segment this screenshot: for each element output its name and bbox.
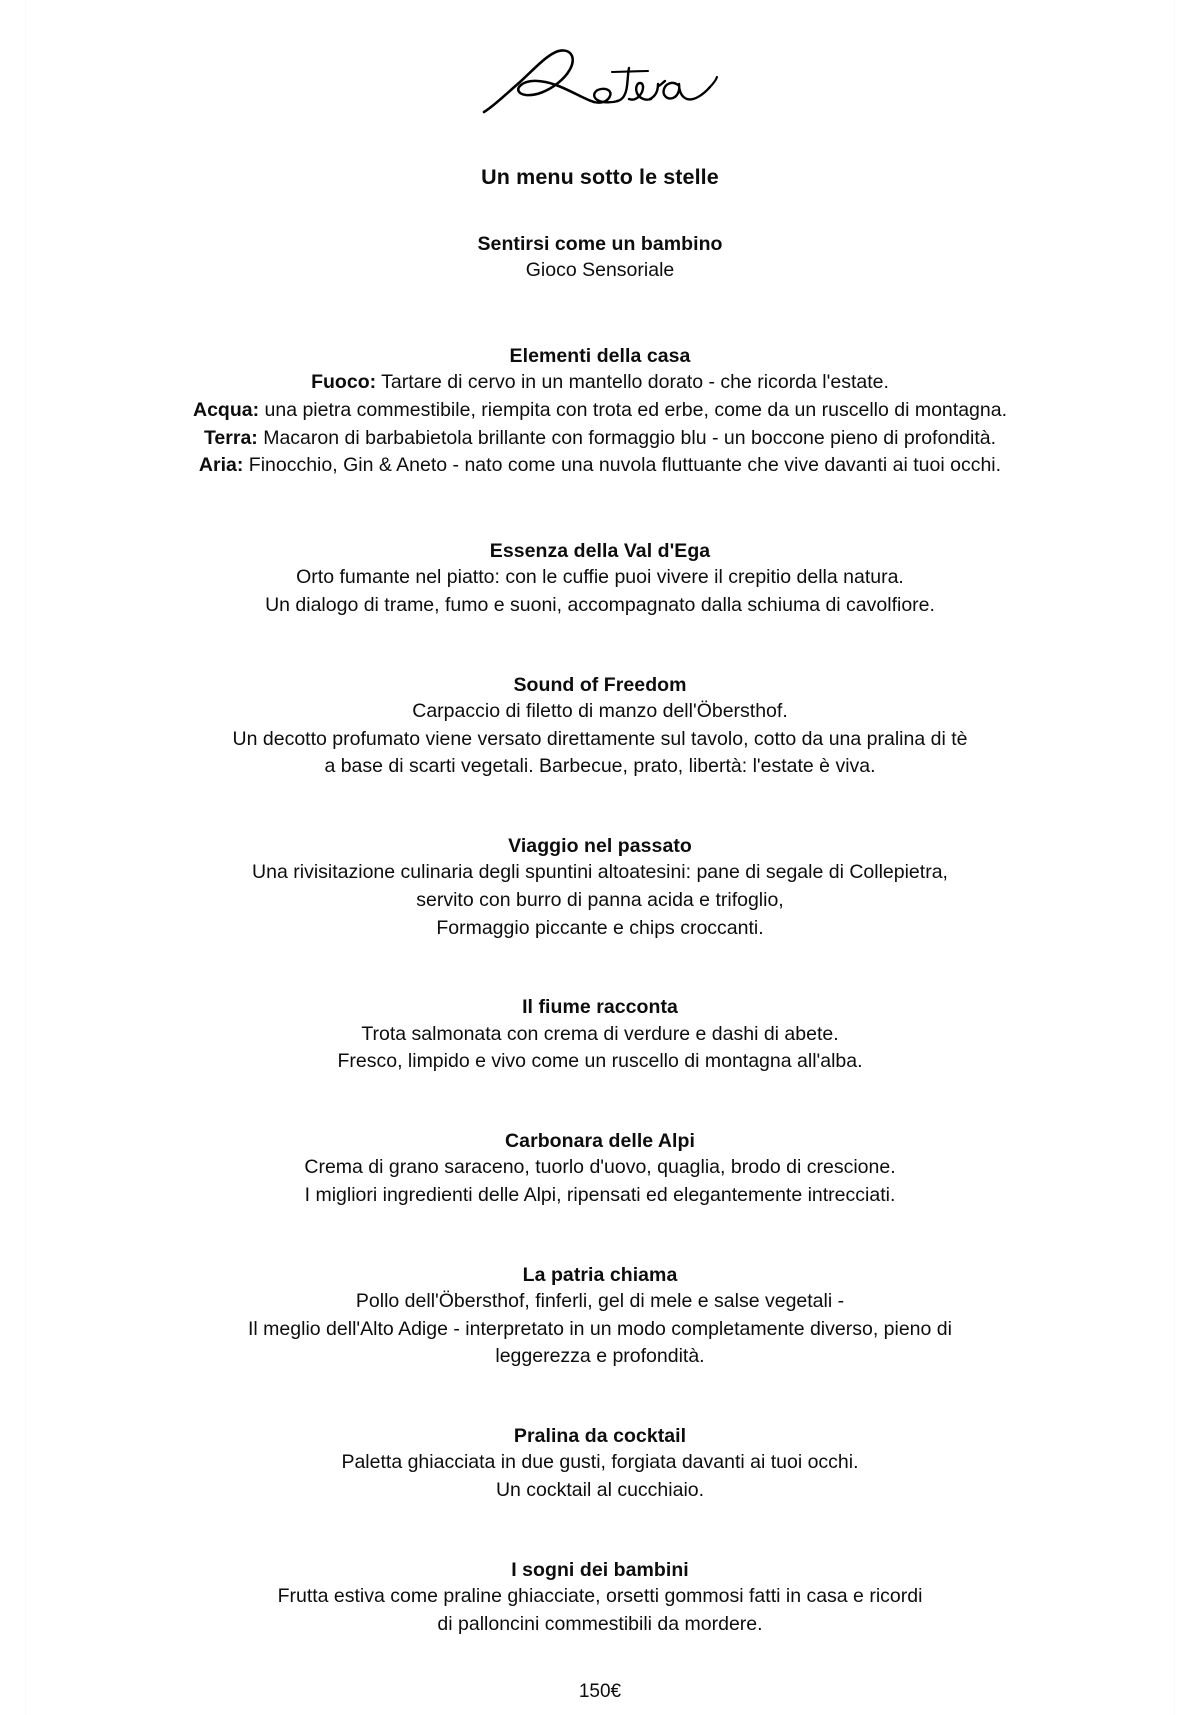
course-title: Essenza della Val d'Ega [489, 539, 711, 562]
course-title: I sogni dei bambini [511, 1558, 689, 1581]
menu-price: 150€ [578, 1680, 622, 1702]
element-label: Terra: [203, 426, 258, 449]
course-line: Gioco Sensoriale [525, 259, 675, 282]
course-section [86, 672, 1114, 781]
course-section [86, 1423, 1114, 1505]
course-line [86, 397, 1114, 425]
course-line: Un cocktail al cucchiaio. [495, 1479, 705, 1502]
course-line [86, 452, 1114, 480]
course-title: Pralina da cocktail [513, 1425, 687, 1448]
course-section [86, 1557, 1114, 1639]
element-text: una pietra commestibile, riempita con trota ed erbe, come da un ruscello di montagna. [259, 398, 1007, 421]
course-section [86, 231, 1114, 285]
course-line: di palloncini commestibili da mordere. [437, 1612, 763, 1635]
course-line: Formaggio piccante e chips croccanti. [436, 916, 764, 939]
course-line: Orto fumante nel piatto: con le cuffie puoi vivere il crepitio della natura. [296, 566, 904, 589]
element-text: Finocchio, Gin & Aneto - nato come una nuvola fluttuante che vive davanti ai tuoi occhi. [243, 454, 1002, 477]
course-line: Un decotto profumato viene versato direttamente sul tavolo, cotto da una pralina di tè [232, 727, 968, 750]
course-line [86, 369, 1114, 397]
course-line: Un dialogo di trame, fumo e suoni, accompagnato dalla schiuma di cavolfiore. [265, 593, 935, 616]
course-section [86, 1262, 1114, 1371]
course-title: Viaggio nel passato [508, 835, 692, 857]
course-line: leggerezza e profondità. [495, 1345, 705, 1368]
element-label: Aria: [198, 454, 244, 477]
menu-sheet [26, 0, 1174, 1715]
brand-logo [86, 0, 1114, 124]
course-line: Trota salmonata con crema di verdure e dashi di abete. [361, 1022, 839, 1045]
astra-script-logo-icon [480, 44, 720, 124]
course-section [86, 994, 1114, 1076]
course-line: I migliori ingredienti delle Alpi, ripensati ed elegantemente intrecciati. [304, 1184, 896, 1207]
course-section [86, 343, 1114, 480]
menu-title: Un menu sotto le stelle [481, 165, 719, 189]
element-text: Tartare di cervo in un mantello dorato - che ricorda l'estate. [376, 371, 889, 394]
course-title: Il fiume racconta [522, 996, 678, 1019]
course-line: Carpaccio di filetto di manzo dell'Öbersthof. [412, 699, 788, 722]
course-title: Elementi della casa [509, 344, 691, 367]
course-line: Fresco, limpido e vivo come un ruscello di montagna all'alba. [337, 1050, 863, 1073]
course-section [86, 833, 1114, 942]
course-section [86, 1128, 1114, 1210]
course-line: Frutta estiva come praline ghiacciate, orsetti gommosi fatti in casa e ricordi [277, 1585, 923, 1608]
course-line: a base di scarti vegetali. Barbecue, prato, libertà: l'estate è viva. [324, 755, 876, 778]
course-line: Paletta ghiacciata in due gusti, forgiata davanti ai tuoi occhi. [341, 1451, 859, 1474]
element-text: Macaron di barbabietola brillante con formaggio blu - un boccone pieno di profondità. [257, 426, 997, 449]
course-line: Il meglio dell'Alto Adige - interpretato in un modo completamente diverso, pieno di [248, 1317, 952, 1340]
course-title: Carbonara delle Alpi [505, 1130, 695, 1153]
course-line [86, 425, 1114, 453]
course-line: Una rivisitazione culinaria degli spuntini altoatesini: pane di segale di Collepietra, [252, 861, 948, 884]
course-line: Pollo dell'Öbersthof, finferli, gel di mele e salse vegetali - [355, 1290, 845, 1313]
element-label: Fuoco: [311, 371, 377, 394]
course-line: servito con burro di panna acida e trifoglio, [416, 889, 784, 911]
course-title: Sentirsi come un bambino [477, 232, 723, 255]
course-line: Crema di grano saraceno, tuorlo d'uovo, quaglia, brodo di crescione. [304, 1156, 896, 1179]
course-title: La patria chiama [522, 1263, 678, 1286]
course-title: Sound of Freedom [513, 673, 687, 696]
menu-content [26, 0, 1174, 1705]
element-label: Acqua: [193, 398, 260, 421]
course-section [86, 538, 1114, 620]
